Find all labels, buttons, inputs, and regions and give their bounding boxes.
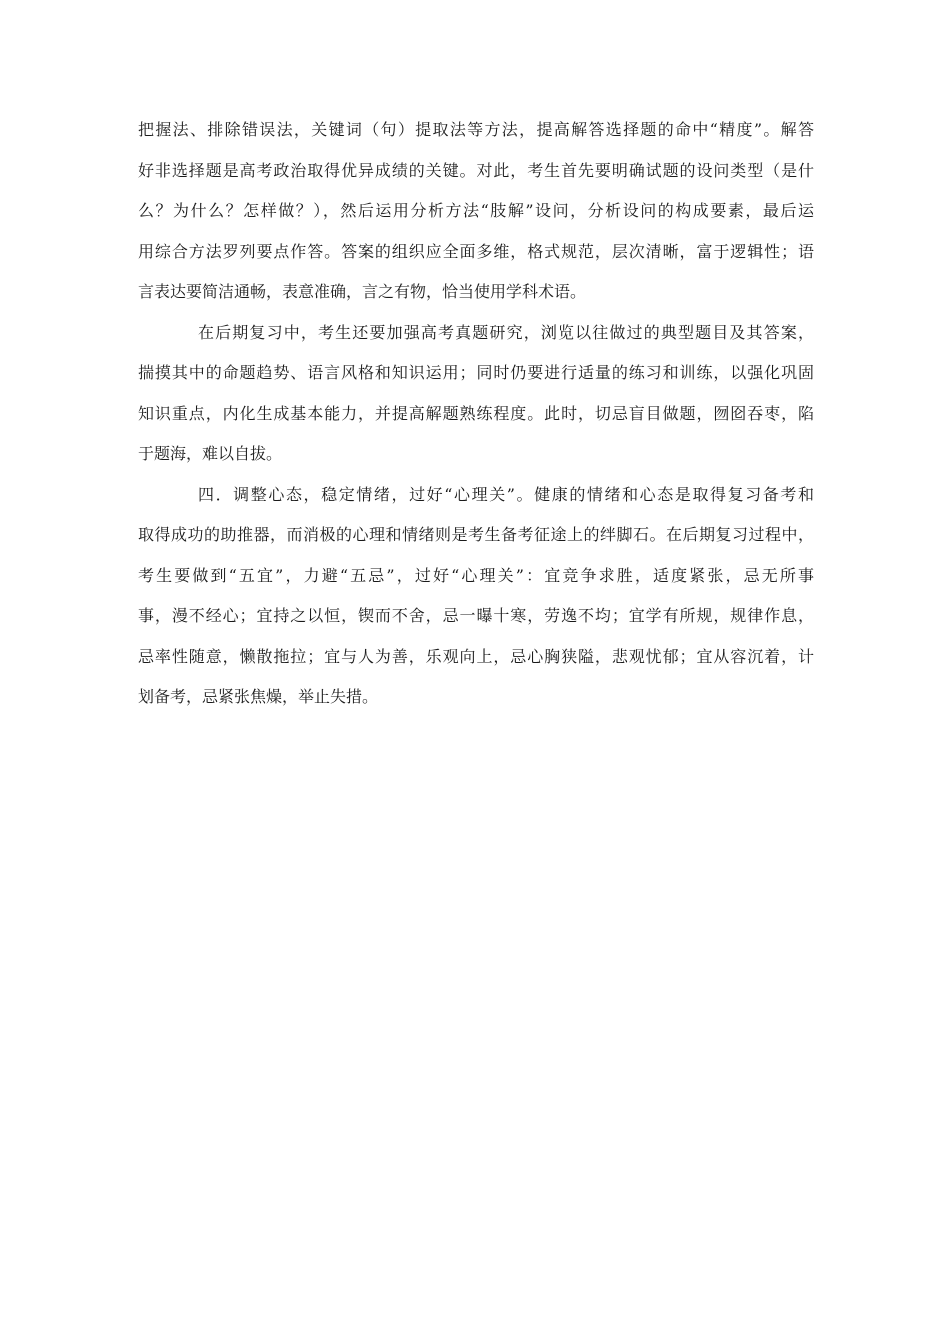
text-line: 事，漫不经心；宜持之以恒，锲而不舍，忌一曝十寒，劳逸不均；宜学有所规，规律作息， [138, 606, 814, 625]
text-line: 四．调整心态，稳定情绪，过好“心理关”。健康的情绪和心态是取得复习备考和 [198, 484, 814, 504]
text-line: 考生要做到“五宜”，力避“五忌”，过好“心理关”：宜竞争求胜，适度紧张，忌无所事 [138, 565, 814, 585]
text-line: 取得成功的助推器，而消极的心理和情绪则是考生备考征途上的绊脚石。在后期复习过程中， [138, 525, 814, 544]
document-page [138, 120, 814, 728]
text-line: 在后期复习中，考生还要加强高考真题研究，浏览以往做过的典型题目及其答案， [198, 322, 814, 342]
text-line: 揣摸其中的命题趋势、语言风格和知识运用；同时仍要进行适量的练习和训练，以强化巩固 [138, 363, 814, 382]
text-line: 言表达要简洁通畅，表意准确，言之有物，恰当使用学科术语。 [138, 282, 587, 301]
text-line: 么？为什么？怎样做？），然后运用分析方法“肢解”设问，分析设问的构成要素，最后运 [138, 201, 814, 220]
text-line: 把握法、排除错误法，关键词（句）提取法等方法，提高解答选择题的命中“精度”。解答 [138, 120, 814, 139]
paragraph-3 [138, 485, 814, 708]
paragraph-1 [138, 120, 814, 302]
text-line: 知识重点，内化生成基本能力，并提高解题熟练程度。此时，切忌盲目做题，囫囵吞枣，陷 [138, 403, 814, 423]
paragraph-2 [138, 323, 814, 465]
text-line: 忌率性随意，懒散拖拉；宜与人为善，乐观向上，忌心胸狭隘，悲观忧郁；宜从容沉着，计 [138, 646, 814, 666]
text-line: 于题海，难以自拔。 [138, 444, 283, 463]
text-line: 划备考，忌紧张焦燥，举止失措。 [138, 687, 379, 706]
text-line: 好非选择题是高考政治取得优异成绩的关键。对此，考生首先要明确试题的设问类型（是什 [138, 160, 814, 180]
text-line: 用综合方法罗列要点作答。答案的组织应全面多维，格式规范，层次清晰，富于逻辑性；语 [138, 241, 814, 261]
